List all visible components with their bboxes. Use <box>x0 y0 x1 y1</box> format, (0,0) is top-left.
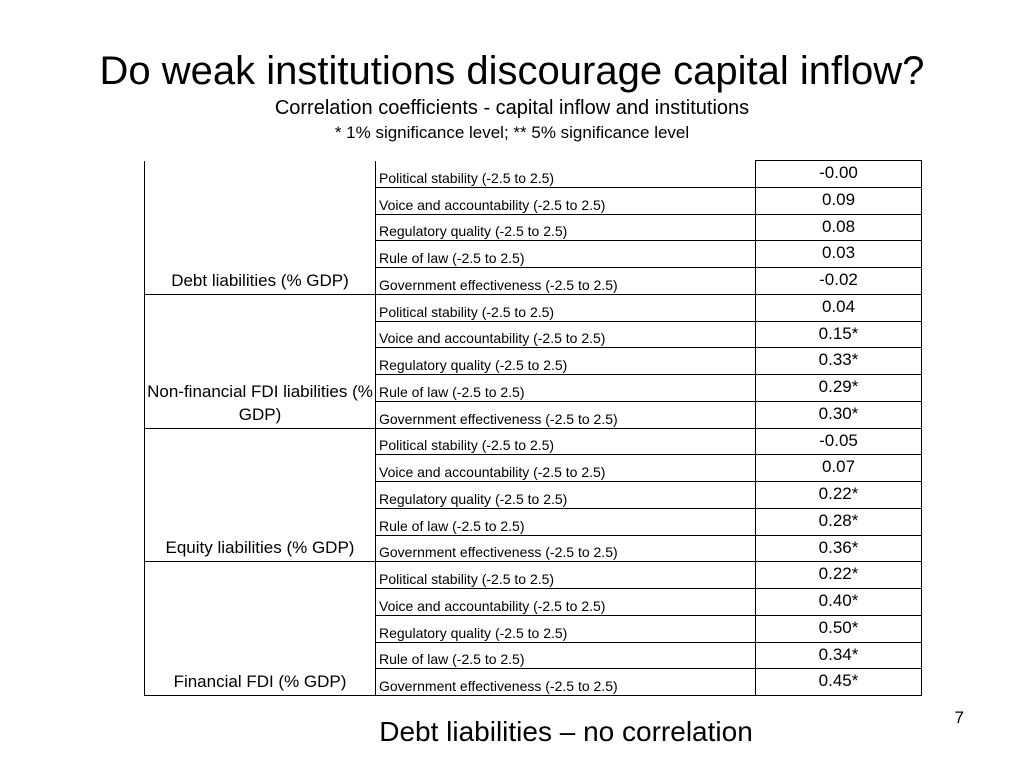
indicator-label: Government effectiveness (-2.5 to 2.5) <box>376 401 756 428</box>
coefficient-value: -0.00 <box>756 161 922 188</box>
indicator-label: Voice and accountability (-2.5 to 2.5) <box>376 187 756 214</box>
coefficient-value: 0.22* <box>756 482 922 509</box>
group-label: Financial FDI (% GDP) <box>145 562 376 696</box>
table-row <box>145 562 922 589</box>
group-label: Equity liabilities (% GDP) <box>145 428 376 562</box>
group-label: Non-financial FDI liabilities (% GDP) <box>145 294 376 428</box>
coefficient-value: 0.34* <box>756 642 922 669</box>
indicator-label: Regulatory quality (-2.5 to 2.5) <box>376 482 756 509</box>
indicator-label: Rule of law (-2.5 to 2.5) <box>376 241 756 268</box>
indicator-label: Political stability (-2.5 to 2.5) <box>376 294 756 321</box>
slide-title: Do weak institutions discourage capital inflow? <box>99 49 925 93</box>
coefficient-value: 0.07 <box>756 455 922 482</box>
slide-footer: Debt liabilities – no correlation <box>379 716 753 747</box>
coefficient-value: 0.09 <box>756 187 922 214</box>
coefficient-value: 0.45* <box>756 669 922 696</box>
indicator-label: Rule of law (-2.5 to 2.5) <box>376 508 756 535</box>
coefficient-value: -0.02 <box>756 268 922 295</box>
table-row <box>145 161 922 188</box>
coefficient-value: 0.22* <box>756 562 922 589</box>
coefficient-value: 0.28* <box>756 508 922 535</box>
coefficient-value: 0.08 <box>756 214 922 241</box>
coefficient-value: 0.40* <box>756 589 922 616</box>
correlation-table <box>144 160 922 696</box>
table-row <box>145 294 922 321</box>
indicator-label: Regulatory quality (-2.5 to 2.5) <box>376 348 756 375</box>
coefficient-value: -0.05 <box>756 428 922 455</box>
indicator-label: Voice and accountability (-2.5 to 2.5) <box>376 455 756 482</box>
correlation-table-body <box>145 161 922 696</box>
indicator-label: Regulatory quality (-2.5 to 2.5) <box>376 615 756 642</box>
indicator-label: Rule of law (-2.5 to 2.5) <box>376 375 756 402</box>
indicator-label: Government effectiveness (-2.5 to 2.5) <box>376 669 756 696</box>
indicator-label: Political stability (-2.5 to 2.5) <box>376 562 756 589</box>
coefficient-value: 0.04 <box>756 294 922 321</box>
indicator-label: Political stability (-2.5 to 2.5) <box>376 161 756 188</box>
coefficient-value: 0.30* <box>756 401 922 428</box>
coefficient-value: 0.29* <box>756 375 922 402</box>
coefficient-value: 0.33* <box>756 348 922 375</box>
coefficient-value: 0.03 <box>756 241 922 268</box>
indicator-label: Rule of law (-2.5 to 2.5) <box>376 642 756 669</box>
page-number: 7 <box>954 708 964 727</box>
coefficient-value: 0.50* <box>756 615 922 642</box>
indicator-label: Voice and accountability (-2.5 to 2.5) <box>376 589 756 616</box>
indicator-label: Government effectiveness (-2.5 to 2.5) <box>376 535 756 562</box>
table-row <box>145 428 922 455</box>
slide-subtitle: Correlation coefficients - capital inflow and institutions <box>274 97 750 119</box>
indicator-label: Regulatory quality (-2.5 to 2.5) <box>376 214 756 241</box>
coefficient-value: 0.15* <box>756 321 922 348</box>
group-label: Debt liabilities (% GDP) <box>145 161 376 295</box>
indicator-label: Government effectiveness (-2.5 to 2.5) <box>376 268 756 295</box>
coefficient-value: 0.36* <box>756 535 922 562</box>
significance-note: * 1% significance level; ** 5% significance level <box>334 123 690 142</box>
indicator-label: Voice and accountability (-2.5 to 2.5) <box>376 321 756 348</box>
indicator-label: Political stability (-2.5 to 2.5) <box>376 428 756 455</box>
